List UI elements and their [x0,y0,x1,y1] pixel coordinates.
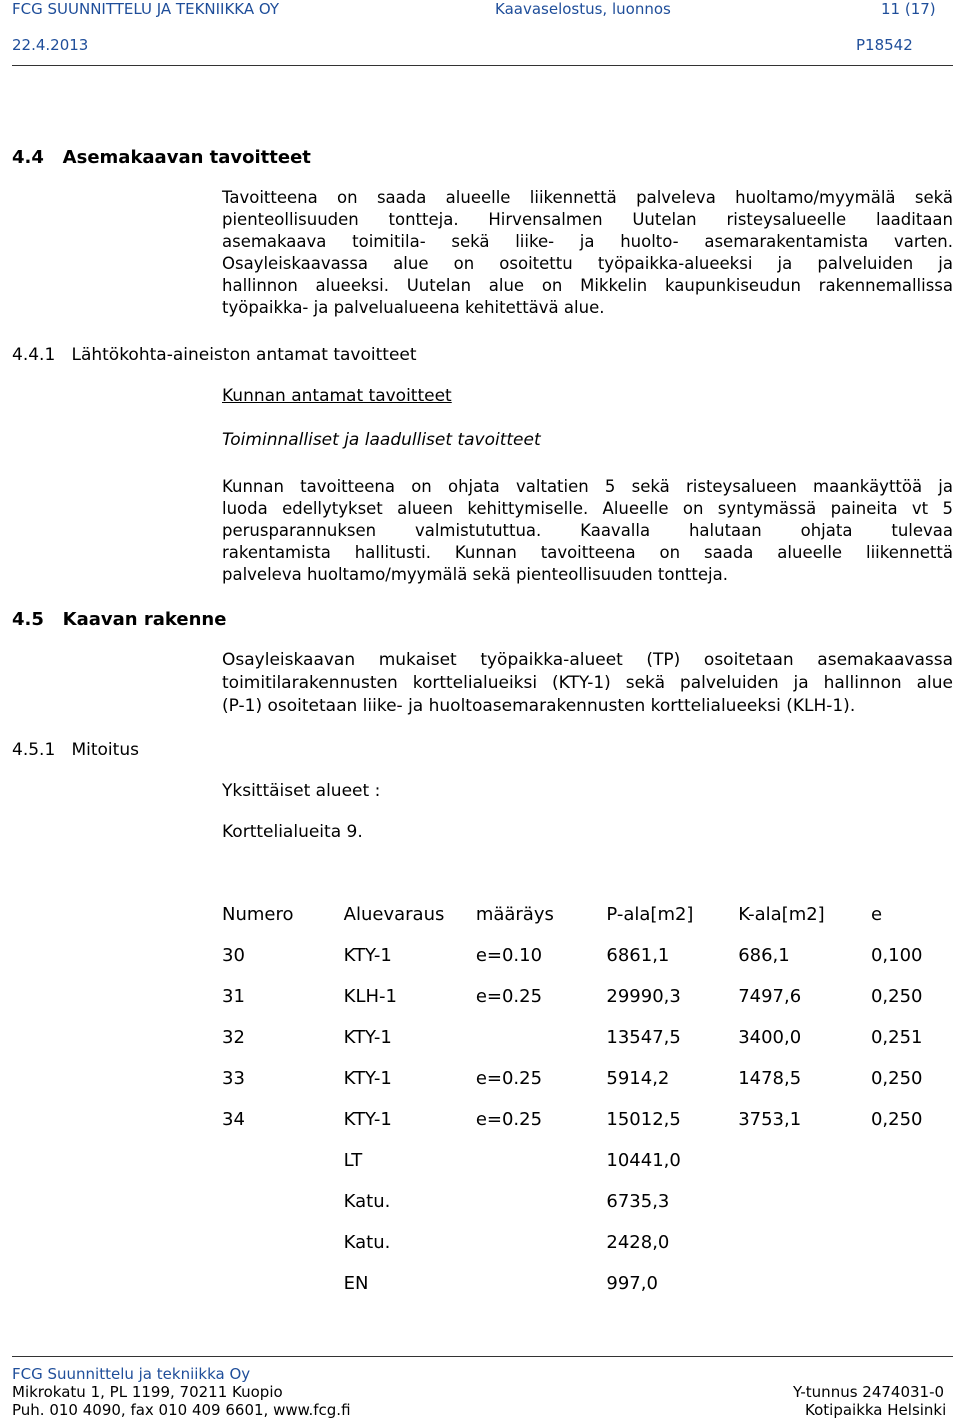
paragraph-line: hallinnon alueeksi. Uutelan alue on Mikkelin kaupunkiseudun rakennemallissa [222,276,953,295]
table-cell: 6735,3 [606,1191,670,1212]
subheading-functional-goals: Toiminnalliset ja laadulliset tavoitteet [222,430,541,450]
table-cell: e=0.10 [475,945,543,966]
table-cell: 0,100 [870,945,923,966]
table-cell: 5914,2 [606,1068,670,1089]
column-header: määräys [475,904,554,925]
footer-company: FCG Suunnittelu ja tekniikka Oy [12,1365,251,1383]
paragraph-line: Osayleiskaavan mukaiset työpaikka-alueet (TP) osoitetaan asemakaavassa [222,650,953,670]
table-row [222,935,960,976]
table-cell: 15012,5 [606,1109,681,1130]
table-cell: e=0.25 [475,1068,543,1089]
table-row [222,1181,960,1222]
paragraph-line: toimitilarakennusten korttelialueiksi (KTY-1) sekä palveluiden ja hallinnon alue [222,673,953,693]
paragraph-line: Osayleiskaavassa alue on osoitettu työpaikka-alueeksi ja palveluiden ja [222,254,953,273]
table-cell: e=0.25 [475,986,543,1007]
table-row [222,1222,960,1263]
subheading-municipal-goals: Kunnan antamat tavoitteet [222,386,452,406]
table-cell: LT [343,1150,363,1171]
table-cell: 3753,1 [738,1109,802,1130]
table-cell [871,1263,960,1304]
table-cell: 32 [222,1027,245,1048]
footer-business-id: Y-tunnus 2474031-0 [793,1383,945,1401]
table-cell [476,1017,607,1058]
section-4-5-heading: 4.5 Kaavan rakenne [12,609,227,630]
subheading-individual-areas: Yksittäiset alueet : [222,781,381,801]
table-cell: 997,0 [606,1273,658,1294]
table-cell [476,1181,607,1222]
table-cell [476,1222,607,1263]
footer-domicile: Kotipaikka Helsinki [805,1401,947,1419]
table-cell: Katu. [343,1232,391,1253]
table-cell: 0,250 [870,986,923,1007]
section-4-5-1-heading: 4.5.1 Mitoitus [12,740,139,760]
paragraph-line: rakentamista hallitusti. Kunnan tavoitteena on saada alueelle liikennettä [222,543,953,562]
table-cell: 33 [222,1068,245,1089]
paragraph-line: palveleva huoltamo/myymälä sekä pienteollisuuden tontteja. [222,565,728,584]
table-cell: 13547,5 [606,1027,681,1048]
column-header: K-ala[m2] [738,904,825,925]
table-cell: Katu. [343,1191,391,1212]
section-4-4-heading: 4.4 Asemakaavan tavoitteet [12,147,311,168]
table-cell: 686,1 [738,945,790,966]
table-cell [738,1263,871,1304]
table-cell [476,1140,607,1181]
table-cell [222,1140,344,1181]
header-doc-title: Kaavaselostus, luonnos [495,0,671,18]
table-cell [871,1222,960,1263]
paragraph-line: Tavoitteena on saada alueelle liikennettä palveleva huoltamo/myymälä sekä [222,188,953,207]
table-cell: 0,250 [870,1109,923,1130]
column-header: Numero [222,904,294,925]
header-page-number: 11 (17) [881,0,936,18]
paragraph-line: Kunnan tavoitteena on ohjata valtatien 5 sekä risteysalueen maankäyttöä ja [222,477,953,496]
section-4-4-1-heading: 4.4.1 Lähtökohta-aineiston antamat tavoitteet [12,345,417,365]
table-cell: 34 [222,1109,245,1130]
header-project-number: P18542 [856,36,913,54]
table-cell [738,1181,871,1222]
paragraph-line: asemakaava toimitila- sekä liike- ja huolto- asemarakentamista varten. [222,232,953,251]
table-cell: 0,251 [870,1027,923,1048]
table-cell: KTY-1 [343,1027,392,1048]
table-row [222,1263,960,1304]
table-cell [871,1140,960,1181]
table-cell [222,1181,344,1222]
table-cell: 1478,5 [738,1068,802,1089]
table-cell: 30 [222,945,245,966]
table-header-row [222,894,960,935]
table-cell [476,1263,607,1304]
paragraph-line: työpaikka- ja palvelualueena kehitettävä alue. [222,298,605,317]
column-header: P-ala[m2] [606,904,694,925]
area-table [222,894,960,1304]
table-cell: KTY-1 [343,1109,392,1130]
table-cell: 10441,0 [606,1150,681,1171]
table-cell: KLH-1 [343,986,397,1007]
header-date: 22.4.2013 [12,36,89,54]
block-area-count: Korttelialueita 9. [222,822,363,842]
table-row [222,1099,960,1140]
column-header: Aluevaraus [343,904,445,925]
table-cell: 29990,3 [606,986,681,1007]
table-cell: 3400,0 [738,1027,802,1048]
paragraph-line: pienteollisuuden tontteja. Hirvensalmen Uutelan risteysalueelle laaditaan [222,210,953,229]
table-cell: 6861,1 [606,945,670,966]
table-row [222,1140,960,1181]
footer-contact: Puh. 010 4090, fax 010 409 6601, www.fcg.fi [12,1401,351,1419]
table-row [222,1058,960,1099]
table-cell: KTY-1 [343,1068,392,1089]
footer-address: Mikrokatu 1, PL 1199, 70211 Kuopio [12,1383,283,1401]
paragraph-line: (P-1) osoitetaan liike- ja huoltoasemarakennusten korttelialueeksi (KLH-1). [222,696,856,716]
table-cell [738,1222,871,1263]
header-rule [12,65,953,66]
table-cell: KTY-1 [343,945,392,966]
table-cell: 7497,6 [738,986,802,1007]
header-company: FCG SUUNNITTELU JA TEKNIIKKA OY [12,0,280,18]
table-cell [222,1263,344,1304]
footer-rule [12,1356,953,1357]
table-cell [222,1222,344,1263]
paragraph-line: perusparannuksen valmistututtua. Kaavalla halutaan ohjata tulevaa [222,521,953,540]
table-cell: 0,250 [870,1068,923,1089]
table-cell [871,1181,960,1222]
table-cell [738,1140,871,1181]
paragraph-line: luoda edellytykset alueen kehittymiselle. Alueelle on syntymässä paineita vt 5 [222,499,953,518]
table-cell: 31 [222,986,245,1007]
table-cell: 2428,0 [606,1232,670,1253]
column-header: e [870,904,883,925]
table-row [222,1017,960,1058]
table-row [222,976,960,1017]
table-cell: e=0.25 [475,1109,543,1130]
table-cell: EN [343,1273,369,1294]
